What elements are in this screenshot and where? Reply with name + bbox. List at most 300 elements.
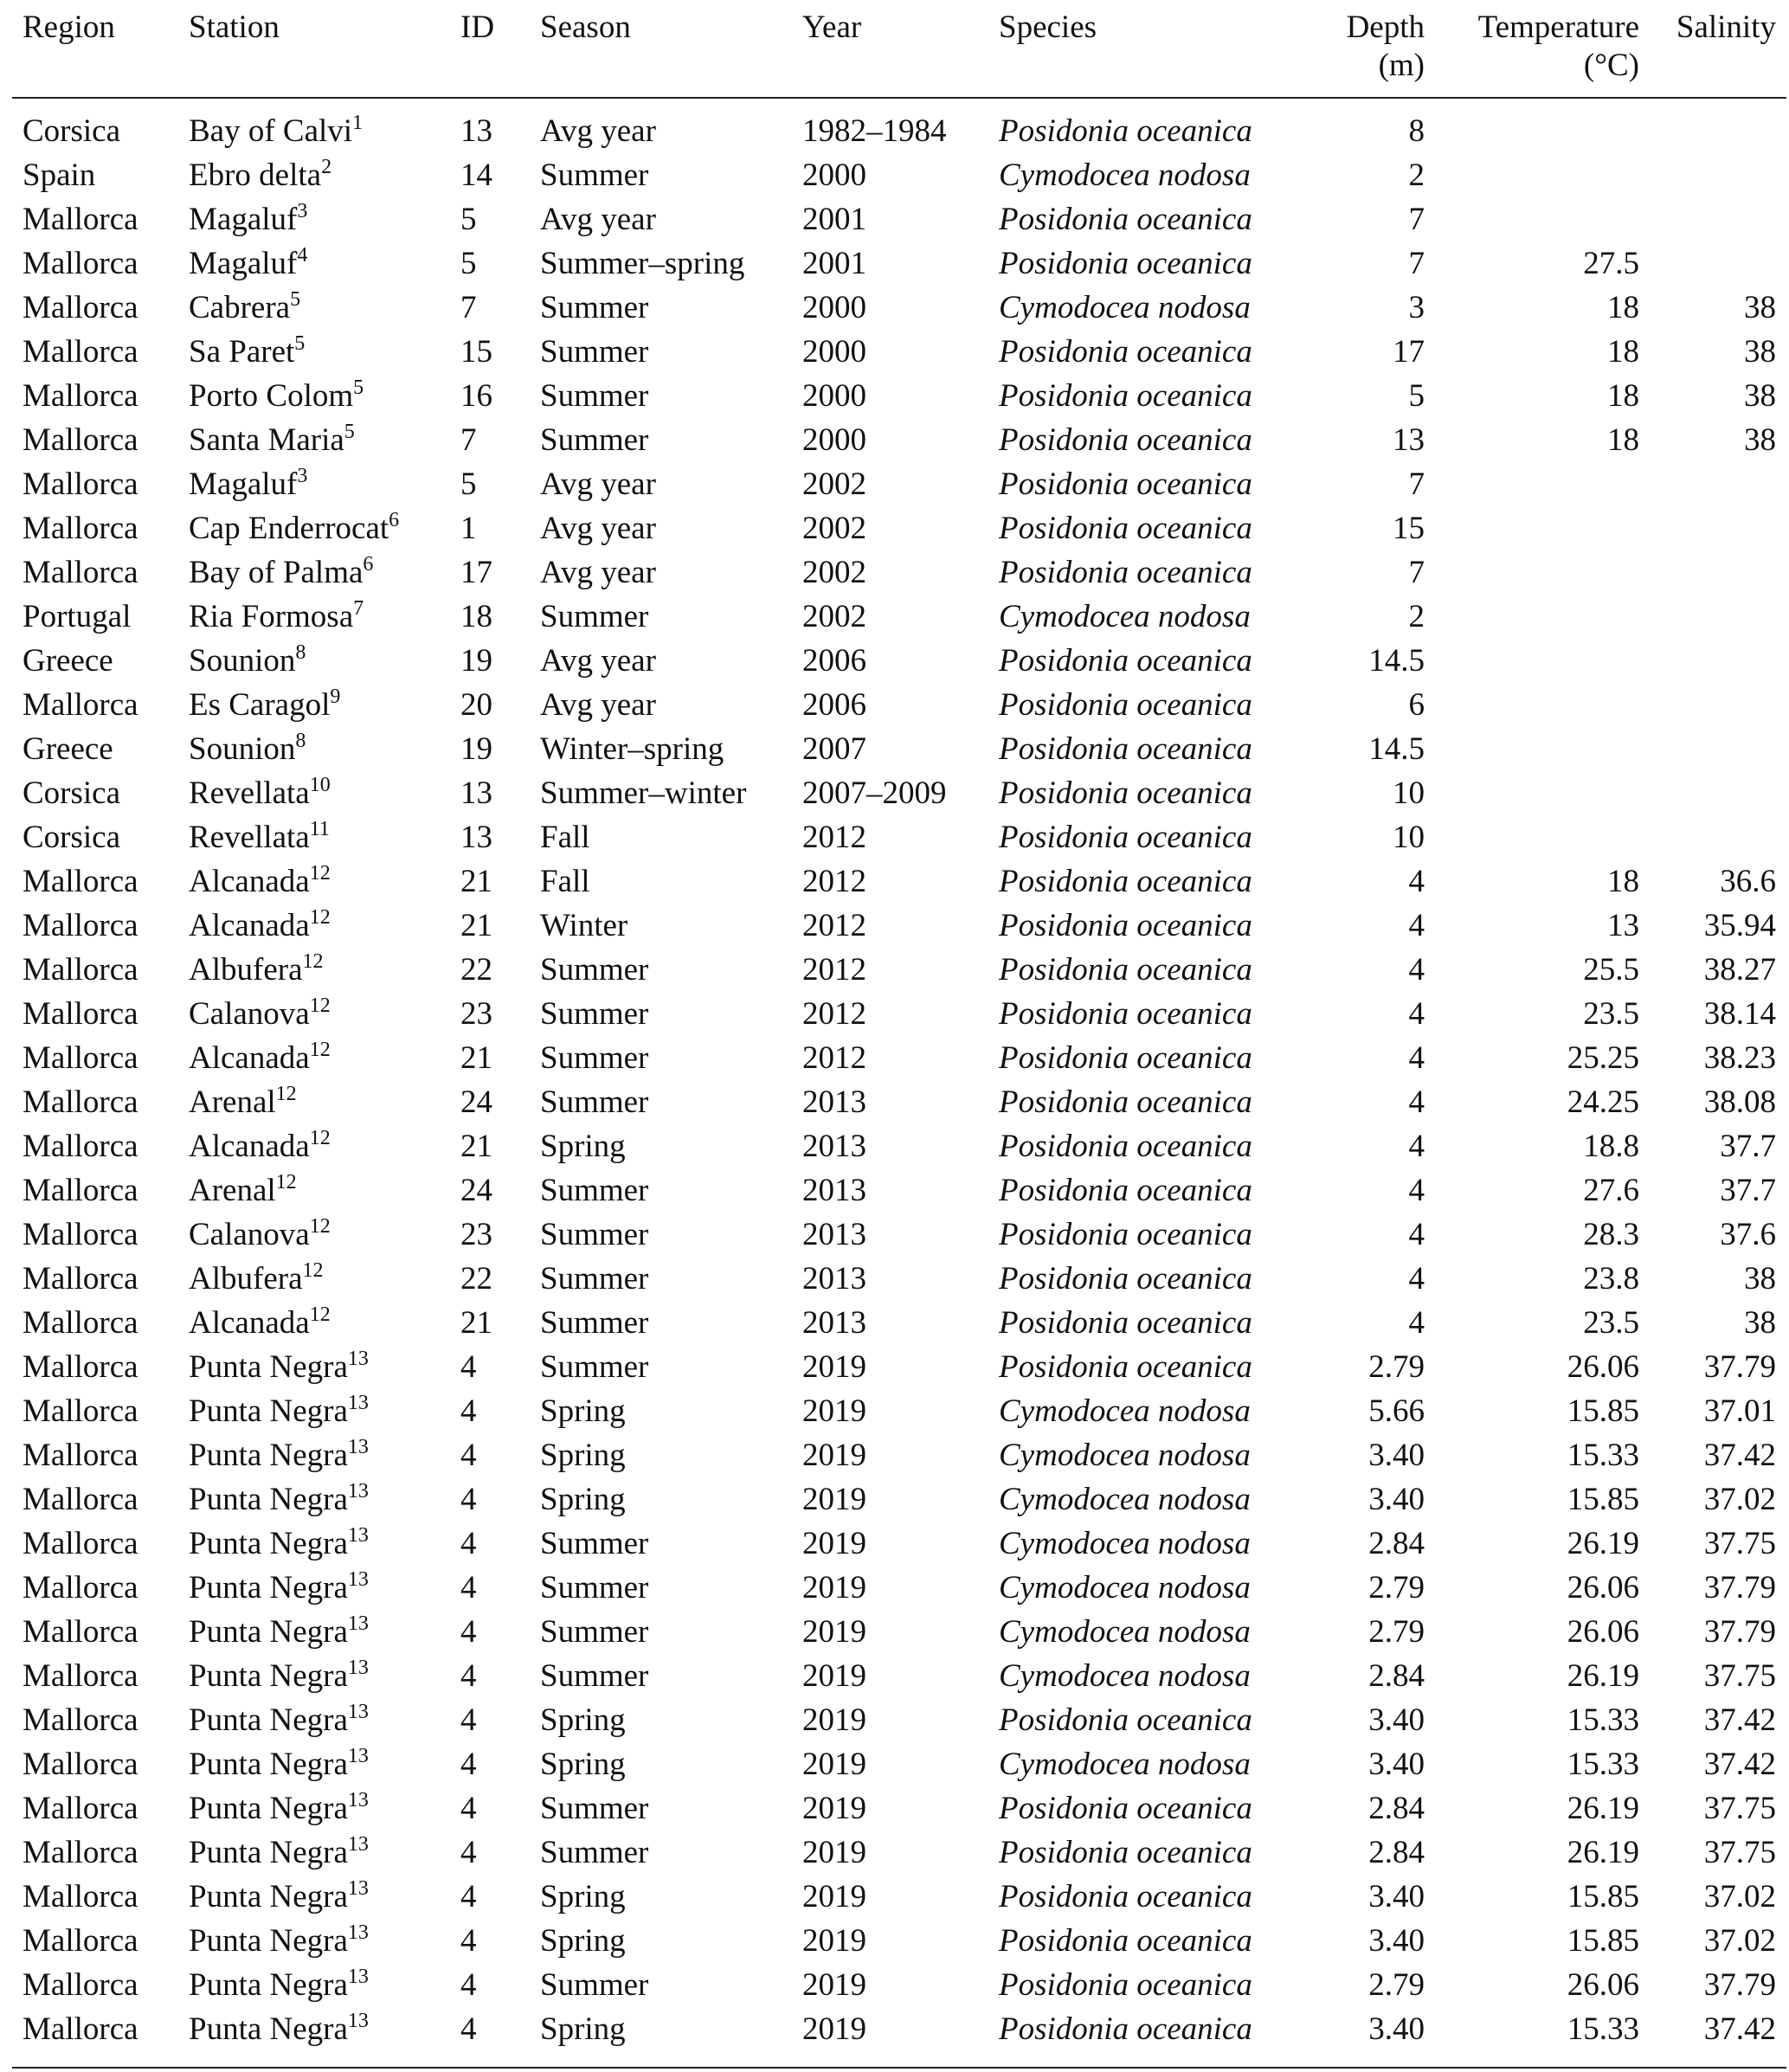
- header-region: Region: [12, 0, 178, 98]
- cell-species: Posidonia oceanica: [999, 775, 1252, 811]
- cell-year: 2019: [802, 1835, 866, 1870]
- cell-salinity: 37.79: [1703, 1967, 1776, 2003]
- cell-id: 13: [460, 820, 492, 855]
- cell-season: Summer–spring: [540, 246, 745, 281]
- cell-salinity: 35.94: [1703, 908, 1776, 943]
- cell-salinity: 37.42: [1703, 2011, 1776, 2047]
- cell-salinity: [1650, 595, 1786, 639]
- reference-superscript: 13: [347, 1833, 369, 1856]
- cell-species: Posidonia oceanica: [999, 731, 1252, 767]
- cell-salinity: 37.79: [1703, 1614, 1776, 1650]
- cell-salinity: 37.7: [1720, 1129, 1776, 1164]
- cell-temperature: [1435, 727, 1650, 771]
- reference-superscript: 10: [309, 774, 331, 796]
- cell-season: Spring: [540, 1482, 626, 1517]
- cell-region: Mallorca: [23, 378, 138, 414]
- cell-species: Posidonia oceanica: [999, 334, 1252, 370]
- cell-station: [178, 815, 450, 859]
- reference-superscript: 13: [347, 1392, 369, 1414]
- cell-season: Avg year: [540, 687, 656, 723]
- cell-station: [178, 1213, 450, 1257]
- cell-species: Posidonia oceanica: [999, 378, 1252, 414]
- cell-season: Summer: [540, 1040, 649, 1076]
- cell-season: Spring: [540, 1129, 626, 1164]
- cell-year: 2013: [802, 1217, 866, 1252]
- cell-region: Mallorca: [23, 555, 138, 590]
- table-row: [12, 1124, 1786, 1168]
- station-name: Albufera: [189, 1261, 303, 1297]
- cell-year: 2019: [802, 1349, 866, 1385]
- cell-year: 2019: [802, 1967, 866, 2003]
- station-name: Calanova: [189, 1217, 310, 1252]
- cell-season: Summer: [540, 1217, 649, 1252]
- cell-id: 24: [460, 1084, 492, 1120]
- reference-superscript: 13: [347, 1524, 369, 1547]
- cell-id: 21: [460, 1305, 492, 1341]
- cell-id: 4: [460, 2011, 477, 2047]
- cell-region: Mallorca: [23, 290, 138, 325]
- cell-id: 7: [460, 290, 477, 325]
- cell-year: 2006: [802, 687, 866, 723]
- cell-temperature: 26.19: [1567, 1791, 1639, 1826]
- cell-station: [178, 904, 450, 948]
- cell-temperature: [1435, 639, 1650, 683]
- cell-region: Mallorca: [23, 1349, 138, 1385]
- cell-year: 2019: [802, 1702, 866, 1738]
- cell-temperature: [1435, 595, 1650, 639]
- cell-station: [178, 1168, 450, 1213]
- cell-salinity: [1650, 727, 1786, 771]
- cell-region: Mallorca: [23, 1526, 138, 1561]
- cell-station: [178, 1345, 450, 1389]
- table-row: [12, 330, 1786, 374]
- cell-year: 2019: [802, 1614, 866, 1650]
- cell-id: 4: [460, 1393, 477, 1429]
- cell-temperature: 28.3: [1583, 1217, 1639, 1252]
- reference-superscript: 6: [389, 509, 400, 531]
- cell-id: 20: [460, 687, 492, 723]
- cell-salinity: 37.75: [1703, 1791, 1776, 1826]
- cell-depth: 2: [1408, 158, 1425, 193]
- cell-id: 4: [460, 1438, 477, 1473]
- cell-depth: 15: [1393, 511, 1425, 546]
- cell-id: 4: [460, 1526, 477, 1561]
- cell-depth: 7: [1408, 467, 1425, 502]
- cell-temperature: 25.5: [1583, 952, 1639, 988]
- cell-station: [178, 1257, 450, 1301]
- table-row: [12, 1786, 1786, 1831]
- cell-species: Cymodocea nodosa: [999, 158, 1251, 193]
- cell-id: 22: [460, 1261, 492, 1297]
- reference-superscript: 13: [347, 1877, 369, 1900]
- reference-superscript: 13: [347, 1657, 369, 1679]
- reference-superscript: 9: [330, 685, 341, 708]
- reference-superscript: 13: [347, 1789, 369, 1811]
- cell-region: Mallorca: [23, 202, 138, 237]
- cell-id: 4: [460, 1702, 477, 1738]
- cell-salinity: 37.02: [1703, 1879, 1776, 1914]
- cell-season: Avg year: [540, 113, 656, 149]
- cell-season: Summer: [540, 1835, 649, 1870]
- cell-temperature: 26.06: [1567, 1614, 1639, 1650]
- cell-temperature: 15.33: [1567, 2011, 1639, 2047]
- cell-station: [178, 98, 450, 153]
- cell-salinity: 38: [1744, 378, 1776, 414]
- cell-depth: 6: [1408, 687, 1425, 723]
- cell-salinity: 37.42: [1703, 1747, 1776, 1782]
- cell-station: [178, 992, 450, 1036]
- header-station: Station: [178, 0, 450, 98]
- cell-depth: 2.79: [1368, 1349, 1425, 1385]
- table-row: [12, 374, 1786, 418]
- cell-year: 2019: [802, 1438, 866, 1473]
- cell-depth: 4: [1408, 1261, 1425, 1297]
- cell-depth: 2.84: [1368, 1526, 1425, 1561]
- cell-station: [178, 1301, 450, 1345]
- cell-station: [178, 1477, 450, 1522]
- reference-superscript: 12: [309, 994, 331, 1017]
- station-name: Alcanada: [189, 908, 310, 943]
- cell-year: 2019: [802, 1791, 866, 1826]
- header-id: ID: [450, 0, 530, 98]
- station-name: Punta Negra: [189, 2011, 348, 2047]
- cell-year: 2001: [802, 202, 866, 237]
- station-name: Punta Negra: [189, 1349, 348, 1385]
- cell-id: 4: [460, 1923, 477, 1959]
- cell-temperature: 18: [1607, 290, 1639, 325]
- cell-station: [178, 1566, 450, 1610]
- table-row: [12, 550, 1786, 595]
- cell-temperature: 24.25: [1567, 1084, 1639, 1120]
- cell-station: [178, 1522, 450, 1566]
- reference-superscript: 12: [275, 1083, 297, 1105]
- cell-species: Posidonia oceanica: [999, 246, 1252, 281]
- cell-region: Mallorca: [23, 1923, 138, 1959]
- station-name: Sounion: [189, 643, 296, 679]
- cell-depth: 4: [1408, 1217, 1425, 1252]
- station-name: Ebro delta: [189, 158, 322, 193]
- table-row: [12, 1963, 1786, 2007]
- table-row: [12, 98, 1786, 153]
- cell-salinity: 38.23: [1703, 1040, 1776, 1076]
- station-name: Albufera: [189, 952, 303, 988]
- cell-year: 2019: [802, 1570, 866, 1605]
- cell-season: Summer: [540, 599, 649, 634]
- station-name: Alcanada: [189, 864, 310, 899]
- cell-temperature: 18: [1607, 422, 1639, 458]
- cell-depth: 14.5: [1368, 731, 1425, 767]
- cell-season: Spring: [540, 1923, 626, 1959]
- cell-id: 13: [460, 775, 492, 811]
- cell-year: 2012: [802, 864, 866, 899]
- cell-season: Avg year: [540, 202, 656, 237]
- cell-id: 21: [460, 908, 492, 943]
- cell-region: Mallorca: [23, 511, 138, 546]
- cell-season: Summer–winter: [540, 775, 747, 811]
- cell-salinity: 38: [1744, 334, 1776, 370]
- table-row: [12, 948, 1786, 992]
- cell-region: Mallorca: [23, 1084, 138, 1120]
- cell-species: Cymodocea nodosa: [999, 1658, 1251, 1694]
- cell-season: Summer: [540, 378, 649, 414]
- cell-year: 2012: [802, 952, 866, 988]
- cell-species: Posidonia oceanica: [999, 952, 1252, 988]
- cell-season: Summer: [540, 1349, 649, 1385]
- cell-salinity: [1650, 462, 1786, 506]
- cell-station: [178, 550, 450, 595]
- cell-depth: 13: [1393, 422, 1425, 458]
- cell-region: Corsica: [23, 113, 121, 149]
- station-name: Punta Negra: [189, 1791, 348, 1826]
- cell-salinity: [1650, 241, 1786, 286]
- cell-temperature: 15.85: [1567, 1482, 1639, 1517]
- cell-season: Avg year: [540, 643, 656, 679]
- cell-year: 2000: [802, 422, 866, 458]
- cell-depth: 4: [1408, 1129, 1425, 1164]
- cell-species: Posidonia oceanica: [999, 422, 1252, 458]
- station-name: Punta Negra: [189, 1570, 348, 1605]
- table-row: [12, 1213, 1786, 1257]
- cell-region: Mallorca: [23, 1129, 138, 1164]
- cell-year: 2013: [802, 1084, 866, 1120]
- cell-depth: 8: [1408, 113, 1425, 149]
- cell-salinity: [1650, 98, 1786, 153]
- table-row: [12, 2007, 1786, 2051]
- reference-superscript: 5: [290, 288, 301, 311]
- cell-region: Mallorca: [23, 1438, 138, 1473]
- reference-superscript: 13: [347, 1701, 369, 1723]
- cell-species: Posidonia oceanica: [999, 202, 1252, 237]
- cell-year: 2007: [802, 731, 866, 767]
- cell-salinity: 38: [1744, 1305, 1776, 1341]
- cell-species: Posidonia oceanica: [999, 643, 1252, 679]
- cell-salinity: 38: [1744, 422, 1776, 458]
- cell-season: Avg year: [540, 511, 656, 546]
- table-row: [12, 859, 1786, 904]
- cell-salinity: 38: [1744, 1261, 1776, 1297]
- cell-depth: 14.5: [1368, 643, 1425, 679]
- cell-temperature: 27.6: [1583, 1173, 1639, 1208]
- cell-season: Spring: [540, 1438, 626, 1473]
- cell-year: 2002: [802, 555, 866, 590]
- cell-salinity: 37.6: [1720, 1217, 1776, 1252]
- cell-station: [178, 683, 450, 727]
- reference-superscript: 12: [309, 906, 331, 929]
- cell-temperature: 26.19: [1567, 1835, 1639, 1870]
- cell-region: Mallorca: [23, 422, 138, 458]
- cell-temperature: 27.5: [1583, 246, 1639, 281]
- header-temperature-label: Temperature: [1477, 10, 1639, 45]
- cell-species: Posidonia oceanica: [999, 1923, 1252, 1959]
- header-depth-unit: (m): [1378, 48, 1425, 83]
- table-row: [12, 241, 1786, 286]
- table-row: [12, 1610, 1786, 1654]
- station-name: Punta Negra: [189, 1967, 348, 2003]
- cell-temperature: [1435, 197, 1650, 241]
- reference-superscript: 12: [309, 1127, 331, 1149]
- cell-temperature: 18.8: [1583, 1129, 1639, 1164]
- cell-depth: 3.40: [1368, 1747, 1425, 1782]
- cell-region: Corsica: [23, 775, 121, 811]
- table-row: [12, 1654, 1786, 1698]
- cell-id: 17: [460, 555, 492, 590]
- cell-temperature: 15.33: [1567, 1438, 1639, 1473]
- cell-salinity: [1650, 197, 1786, 241]
- station-name: Bay of Calvi: [189, 113, 353, 149]
- cell-region: Mallorca: [23, 1217, 138, 1252]
- table-row: [12, 639, 1786, 683]
- cell-species: Posidonia oceanica: [999, 908, 1252, 943]
- table-row: [12, 1257, 1786, 1301]
- cell-season: Summer: [540, 290, 649, 325]
- cell-year: 2012: [802, 820, 866, 855]
- station-name: Punta Negra: [189, 1482, 348, 1517]
- cell-year: 2019: [802, 1747, 866, 1782]
- reference-superscript: 1: [352, 112, 364, 134]
- cell-salinity: 37.42: [1703, 1438, 1776, 1473]
- cell-year: 1982–1984: [802, 113, 947, 149]
- cell-species: Cymodocea nodosa: [999, 290, 1251, 325]
- cell-region: Mallorca: [23, 1393, 138, 1429]
- cell-station: [178, 859, 450, 904]
- cell-id: 23: [460, 996, 492, 1032]
- cell-station: [178, 2007, 450, 2051]
- cell-year: 2019: [802, 1482, 866, 1517]
- cell-season: Avg year: [540, 467, 656, 502]
- cell-region: Mallorca: [23, 908, 138, 943]
- cell-season: Fall: [540, 864, 590, 899]
- cell-region: Mallorca: [23, 1747, 138, 1782]
- cell-temperature: [1435, 462, 1650, 506]
- station-name: Alcanada: [189, 1305, 310, 1341]
- header-temperature: [1435, 0, 1650, 98]
- cell-temperature: 25.25: [1567, 1040, 1639, 1076]
- cell-region: Spain: [23, 158, 96, 193]
- cell-temperature: 26.06: [1567, 1967, 1639, 2003]
- cell-species: Posidonia oceanica: [999, 820, 1252, 855]
- reference-superscript: 13: [347, 1348, 369, 1370]
- cell-salinity: 37.79: [1703, 1570, 1776, 1605]
- cell-year: 2000: [802, 334, 866, 370]
- cell-season: Spring: [540, 1879, 626, 1914]
- cell-year: 2012: [802, 996, 866, 1032]
- cell-station: [178, 1875, 450, 1919]
- cell-station: [178, 1433, 450, 1477]
- reference-superscript: 13: [347, 1921, 369, 1944]
- cell-temperature: 26.19: [1567, 1526, 1639, 1561]
- cell-season: Summer: [540, 1305, 649, 1341]
- cell-depth: 4: [1408, 1173, 1425, 1208]
- cell-station: [178, 1786, 450, 1831]
- cell-season: Summer: [540, 952, 649, 988]
- header-depth-label: Depth: [1346, 10, 1425, 45]
- cell-temperature: 13: [1607, 908, 1639, 943]
- station-name: Calanova: [189, 996, 310, 1032]
- cell-year: 2000: [802, 290, 866, 325]
- cell-year: 2019: [802, 2011, 866, 2047]
- station-name: Magaluf: [189, 246, 298, 281]
- cell-temperature: [1435, 153, 1650, 197]
- cell-id: 19: [460, 731, 492, 767]
- cell-region: Mallorca: [23, 1173, 138, 1208]
- cell-region: Mallorca: [23, 467, 138, 502]
- cell-species: Posidonia oceanica: [999, 1791, 1252, 1826]
- cell-year: 2000: [802, 158, 866, 193]
- seagrass-stations-table: [12, 0, 1786, 2051]
- cell-species: Posidonia oceanica: [999, 1349, 1252, 1385]
- cell-season: Summer: [540, 1570, 649, 1605]
- cell-temperature: 23.5: [1583, 996, 1639, 1032]
- cell-id: 24: [460, 1173, 492, 1208]
- cell-species: Posidonia oceanica: [999, 1217, 1252, 1252]
- table-row: [12, 1698, 1786, 1742]
- cell-depth: 3.40: [1368, 2011, 1425, 2047]
- header-year: Year: [792, 0, 988, 98]
- table-row: [12, 506, 1786, 550]
- cell-year: 2002: [802, 511, 866, 546]
- reference-superscript: 12: [309, 1303, 331, 1326]
- cell-temperature: 18: [1607, 864, 1639, 899]
- cell-salinity: 38: [1744, 290, 1776, 325]
- cell-species: Cymodocea nodosa: [999, 1614, 1251, 1650]
- station-name: Magaluf: [189, 467, 298, 502]
- cell-station: [178, 1919, 450, 1963]
- cell-station: [178, 330, 450, 374]
- reference-superscript: 12: [309, 1039, 331, 1061]
- cell-season: Summer: [540, 158, 649, 193]
- cell-species: Posidonia oceanica: [999, 1702, 1252, 1738]
- cell-depth: 2.84: [1368, 1658, 1425, 1694]
- cell-salinity: 37.02: [1703, 1482, 1776, 1517]
- cell-region: Mallorca: [23, 1040, 138, 1076]
- reference-superscript: 13: [347, 1745, 369, 1767]
- station-name: Cabrera: [189, 290, 291, 325]
- reference-superscript: 12: [302, 950, 324, 973]
- cell-season: Winter: [540, 908, 628, 943]
- station-name: Es Caragol: [189, 687, 331, 723]
- cell-salinity: 38.08: [1703, 1084, 1776, 1120]
- cell-depth: 17: [1393, 334, 1425, 370]
- station-name: Punta Negra: [189, 1393, 348, 1429]
- table-row: [12, 418, 1786, 462]
- reference-superscript: 12: [309, 1215, 331, 1238]
- reference-superscript: 5: [294, 332, 306, 355]
- cell-temperature: 18: [1607, 378, 1639, 414]
- cell-year: 2019: [802, 1923, 866, 1959]
- cell-station: [178, 197, 450, 241]
- cell-year: 2007–2009: [802, 775, 947, 811]
- cell-species: Posidonia oceanica: [999, 1879, 1252, 1914]
- cell-id: 21: [460, 864, 492, 899]
- cell-season: Spring: [540, 1702, 626, 1738]
- cell-season: Spring: [540, 2011, 626, 2047]
- cell-id: 4: [460, 1747, 477, 1782]
- station-name: Alcanada: [189, 1040, 310, 1076]
- cell-temperature: 15.85: [1567, 1879, 1639, 1914]
- cell-id: 5: [460, 202, 477, 237]
- cell-salinity: 37.42: [1703, 1702, 1776, 1738]
- station-name: Cap Enderrocat: [189, 511, 389, 546]
- cell-season: Spring: [540, 1393, 626, 1429]
- cell-depth: 3.40: [1368, 1482, 1425, 1517]
- cell-temperature: 15.33: [1567, 1747, 1639, 1782]
- cell-depth: 3.40: [1368, 1438, 1425, 1473]
- cell-species: Posidonia oceanica: [999, 1835, 1252, 1870]
- cell-species: Cymodocea nodosa: [999, 1438, 1251, 1473]
- table-row: [12, 286, 1786, 330]
- station-name: Punta Negra: [189, 1614, 348, 1650]
- cell-region: Mallorca: [23, 246, 138, 281]
